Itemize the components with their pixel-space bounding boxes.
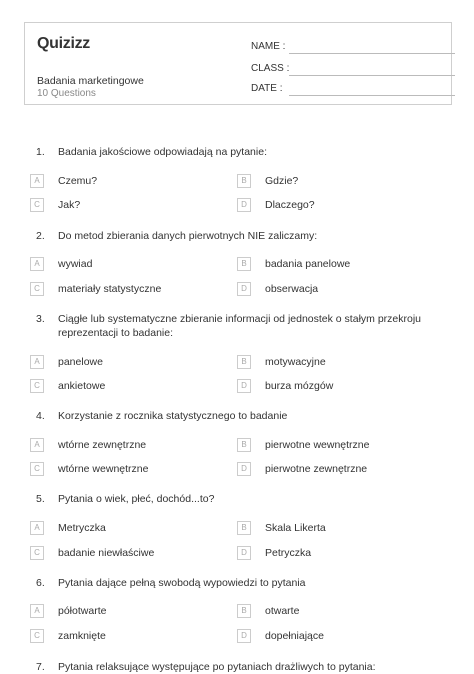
question-text: Korzystanie z rocznika statystycznego to badanie bbox=[58, 410, 288, 422]
option-letter-box: D bbox=[237, 198, 251, 212]
option-text: pierwotne wewnętrzne bbox=[265, 439, 370, 451]
class-line bbox=[289, 75, 455, 76]
option-text: panelowe bbox=[58, 356, 103, 368]
option-text: Metryczka bbox=[58, 522, 106, 534]
name-label: NAME : bbox=[251, 41, 286, 52]
option-letter-box: A bbox=[30, 438, 44, 452]
option-letter-box: D bbox=[237, 462, 251, 476]
question-text: Ciągłe lub systematyczne zbieranie informacji od jednostek o stałym przekroju reprezentacji to badanie: bbox=[58, 313, 421, 339]
quiz-title: Badania marketingowe bbox=[37, 75, 144, 87]
class-field bbox=[251, 63, 289, 74]
option-letter-box: B bbox=[237, 438, 251, 452]
name-field bbox=[251, 41, 285, 52]
option-text: materiały statystyczne bbox=[58, 283, 162, 295]
option-letter-box: D bbox=[237, 546, 251, 560]
option-letter-box: A bbox=[30, 355, 44, 369]
question-text: Pytania o wiek, płeć, dochód...to? bbox=[58, 493, 215, 505]
option-letter-box: A bbox=[30, 257, 44, 271]
date-field bbox=[251, 83, 282, 94]
question-text: Pytania dające pełną swobodą wypowiedzi to pytania bbox=[58, 577, 306, 589]
question-number: 2. bbox=[36, 230, 45, 242]
option-letter-box: D bbox=[237, 282, 251, 296]
option-letter-box: C bbox=[30, 546, 44, 560]
option-text: wywiad bbox=[58, 258, 93, 270]
option-letter-box: C bbox=[30, 282, 44, 296]
option-text: wtórne zewnętrzne bbox=[58, 439, 147, 451]
option-text: pierwotne zewnętrzne bbox=[265, 463, 368, 475]
option-text: Gdzie? bbox=[265, 175, 299, 187]
question-number: 1. bbox=[36, 146, 45, 158]
option-letter-box: D bbox=[237, 629, 251, 643]
option-text: otwarte bbox=[265, 605, 300, 617]
option-text: Jak? bbox=[58, 199, 81, 211]
option-text: badanie niewłaściwe bbox=[58, 547, 155, 559]
date-label: DATE : bbox=[251, 83, 283, 94]
question-number: 4. bbox=[36, 410, 45, 422]
question-number: 6. bbox=[36, 577, 45, 589]
option-letter-box: A bbox=[30, 174, 44, 188]
quizizz-logo: Quizizz bbox=[37, 35, 91, 52]
question-number: 3. bbox=[36, 313, 45, 325]
option-text: obserwacja bbox=[265, 283, 319, 295]
option-letter-box: B bbox=[237, 355, 251, 369]
question-text: Pytania relaksujące występujące po pytaniach drażliwych to pytania: bbox=[58, 661, 376, 673]
question-number: 7. bbox=[36, 661, 45, 673]
option-letter-box: C bbox=[30, 379, 44, 393]
option-text: Petryczka bbox=[265, 547, 312, 559]
option-letter-box: B bbox=[237, 604, 251, 618]
option-letter-box: C bbox=[30, 462, 44, 476]
question-number: 5. bbox=[36, 493, 45, 505]
worksheet-header bbox=[24, 22, 452, 105]
option-text: zamknięte bbox=[58, 630, 106, 642]
question-text: Do metod zbierania danych pierwotnych NIE zaliczamy: bbox=[58, 230, 318, 242]
option-text: Skala Likerta bbox=[265, 522, 326, 534]
option-text: dopełniające bbox=[265, 630, 324, 642]
option-text: półotwarte bbox=[58, 605, 107, 617]
question-text: Badania jakościowe odpowiadają na pytanie: bbox=[58, 146, 267, 158]
option-text: ankietowe bbox=[58, 380, 106, 392]
name-line bbox=[289, 53, 455, 54]
option-text: burza mózgów bbox=[265, 380, 334, 392]
option-text: wtórne wewnętrzne bbox=[58, 463, 149, 475]
option-text: badania panelowe bbox=[265, 258, 351, 270]
date-line bbox=[289, 95, 455, 96]
option-letter-box: C bbox=[30, 629, 44, 643]
option-letter-box: A bbox=[30, 521, 44, 535]
option-letter-box: B bbox=[237, 521, 251, 535]
option-letter-box: C bbox=[30, 198, 44, 212]
option-text: motywacyjne bbox=[265, 356, 326, 368]
option-letter-box: B bbox=[237, 257, 251, 271]
class-label: CLASS : bbox=[251, 63, 290, 74]
option-letter-box: D bbox=[237, 379, 251, 393]
option-text: Dlaczego? bbox=[265, 199, 315, 211]
option-letter-box: A bbox=[30, 604, 44, 618]
option-letter-box: B bbox=[237, 174, 251, 188]
option-text: Czemu? bbox=[58, 175, 98, 187]
question-count: 10 Questions bbox=[37, 88, 96, 99]
